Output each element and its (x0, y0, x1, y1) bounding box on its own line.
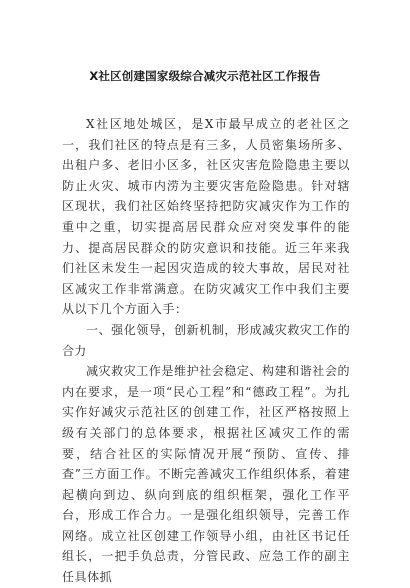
document-body (62, 114, 350, 588)
document-title: X社区创建国家级综合减灾示范社区工作报告 (89, 69, 321, 83)
section-paragraph: 减灾救灾工作是维护社会稳定、构建和谐社会的内在要求，是一项“民心工程”和“德政工程”。为扎实作好减灾示范社区的创建工作，社区严格按照上级有关部门的总体要求，根据社区减灾工作的需要，结合社区的实际情况开展“预防、宣传、排查”三方面工作。不断完善减灾工作组织体系，着建起横向到边、纵向到底的组织框架，强化工作平台，形成工作合力。一是强化组织领导，完善工作网络。成立社区创建工作领导小组，由社区书记任组长，一把手负总责，分管民政、应急工作的副主任具体抓 (62, 364, 350, 585)
intro-paragraph: X社区地处城区，是X市最早成立的老社区之一，我们社区的特点是有三多，人员密集场所多、出租户多、老旧小区多，社区灾害危险隐患主要以防止火灾、城市内涝为主要灾害危险隐患。针对辖区现状，我们社区始终坚持把防灾减灾作为工作的重中之重，切实提高居民群众应对突发事件的能力、提高居民群众的防灾意识和技能。近三年来我们社区未发生一起因灾造成的较大事故，居民对社区减灾工作非常满意。在防灾减灾工作中我们主要从以下几个方面入手： (62, 117, 350, 317)
section-heading: 一、强化领导，创新机制，形成减灾救灾工作的合力 (62, 322, 350, 358)
